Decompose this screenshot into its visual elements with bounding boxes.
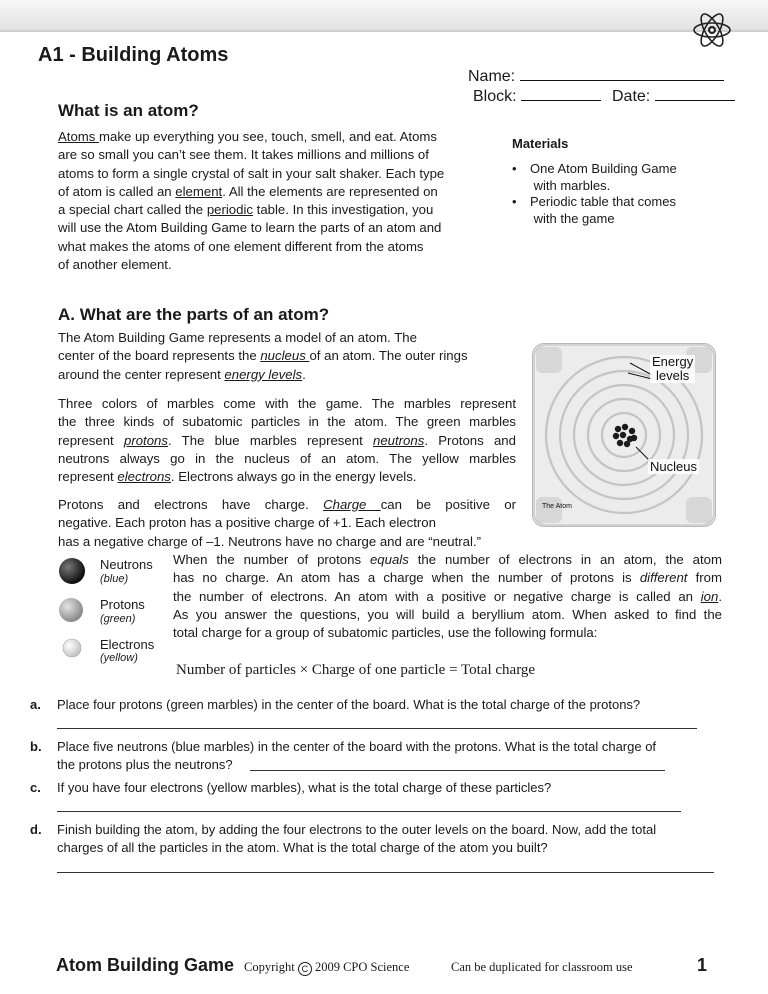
- header-band: [0, 0, 768, 30]
- atom-icon: [690, 6, 734, 50]
- answer-line-a[interactable]: [57, 728, 697, 729]
- footer-title: Atom Building Game: [56, 955, 235, 975]
- legend-neutrons-color: (blue): [100, 573, 129, 585]
- section-a-paragraph-2-end: represent electrons. Electrons always go in the energy levels.: [58, 469, 417, 484]
- legend-protons: Protons: [100, 597, 145, 612]
- electron-marble-icon: [62, 638, 82, 658]
- copyright-icon: C: [298, 962, 312, 976]
- page-title: A1 - Building Atoms: [38, 44, 229, 66]
- answer-line-d[interactable]: [57, 872, 714, 873]
- section-a-paragraph-2: Three colors of marbles come with the game. The marbles represent the three kinds of subatomic particles in the atom. The green marbles represent protons. The blue marbles represent neutrons. Protons and neutrons always go in the nucleus of an atom. The yellow marbles: [58, 396, 516, 466]
- section-a-heading: A. What are the parts of an atom?: [58, 305, 330, 324]
- board-corner-label: The Atom: [542, 503, 572, 510]
- section-a-paragraph-1: The Atom Building Game represents a model of an atom. The center of the board represents the nucleus of an atom. The outer rings around the center represent energy levels.: [58, 330, 468, 382]
- energy-levels-label: Energy levels: [652, 354, 694, 383]
- section-a-paragraph-3: Protons and electrons have charge. Charge can be positive or negative. Each proton has a positive charge of +1. Each electron has a negative charge of –1. Neutrons have no charge and are “neutral.”: [58, 497, 516, 549]
- proton-marble-icon: [58, 597, 84, 623]
- name-field[interactable]: Name:: [468, 66, 724, 86]
- footer-duplicate-note: Can be duplicated for classroom use: [451, 960, 633, 974]
- intro-paragraph: Atoms make up everything you see, touch, smell, and eat. Atoms are so small you can’t see them. It takes millions and millions of atoms to form a single crystal of salt in your salt shaker. Each type of atom is called an element. All the elements are represented on a special chart called the periodic table. In this investigation, you will use the Atom Building Game to learn the parts of an atom and what makes the atoms of one element different from the atoms of another element.: [58, 129, 445, 273]
- legend-neutrons: Neutrons: [100, 557, 153, 572]
- materials-title: Materials: [512, 136, 569, 151]
- answer-line-c[interactable]: [57, 811, 681, 812]
- charge-formula: Number of particles × Charge of one particle = Total charge: [176, 662, 536, 678]
- materials-item: • Periodic table that comes with the game: [510, 194, 730, 227]
- legend-protons-color: (green): [100, 613, 136, 625]
- answer-line-b[interactable]: [250, 770, 665, 771]
- nucleus-label: Nucleus: [650, 459, 697, 474]
- materials-list: [510, 161, 730, 227]
- footer-copyright: Copyright C 2009 CPO Science: [244, 960, 410, 974]
- date-field[interactable]: Date:: [612, 86, 735, 106]
- legend-electrons-color: (yellow): [100, 652, 138, 664]
- section-a-paragraph-4: When the number of protons equals the number of electrons in an atom, the atom has no charge. An atom has a charge when the number of protons is different from the number of electrons. An atom with a positive or negative charge is called an ion. As you answer the questions, you will build a beryllium atom. When asked to find the total charge for a group of subatomic particles, use the following formula:: [173, 552, 722, 641]
- neutron-marble-icon: [58, 557, 86, 585]
- legend-electrons: Electrons: [100, 637, 155, 652]
- intro-heading: What is an atom?: [58, 101, 199, 120]
- header-rule: [0, 30, 768, 32]
- atom-board-image: [532, 343, 716, 527]
- materials-item: • One Atom Building Game with marbles.: [510, 161, 730, 194]
- page-number: 1: [697, 955, 708, 975]
- block-field[interactable]: Block:: [473, 86, 601, 106]
